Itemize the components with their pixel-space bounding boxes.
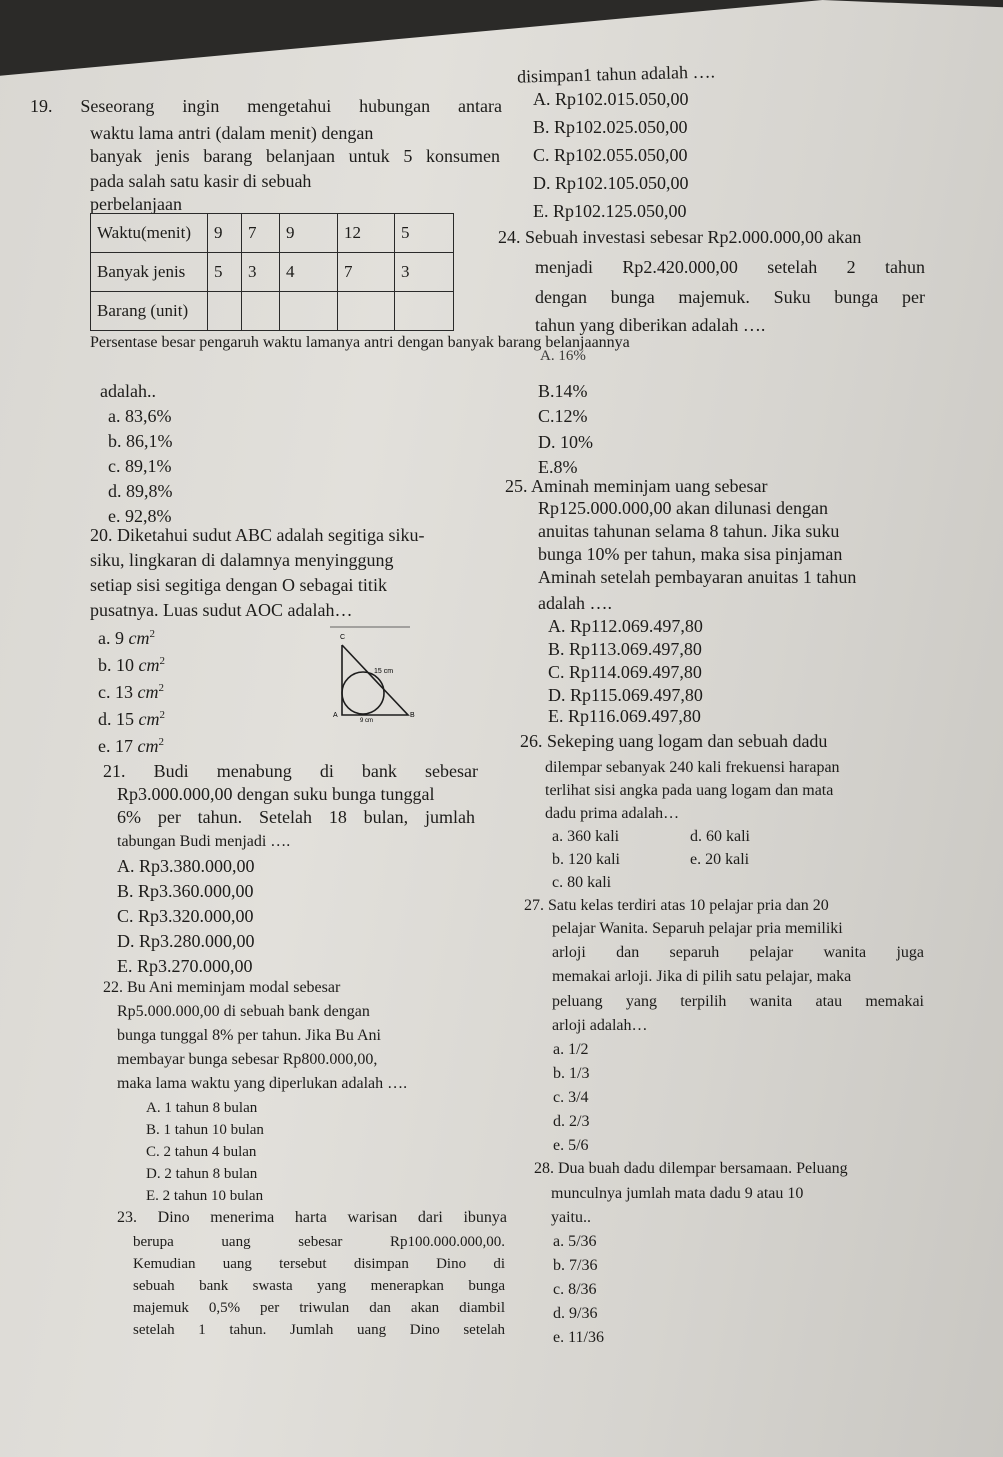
vertex-c-label: C — [340, 634, 346, 641]
table-cell: 12 — [338, 214, 395, 253]
q23-cont-line: disimpan1 tahun adalah …. — [516, 61, 716, 87]
triangle-shape — [342, 645, 408, 715]
q25-option-c: C. Rp114.069.497,80 — [548, 662, 702, 682]
q19-option-e: e. 92,8% — [108, 506, 172, 526]
q23-option-d: D. Rp102.105.050,00 — [533, 173, 689, 193]
q20-option-d — [98, 704, 165, 730]
q27-line5: peluang yang terpilih wanita atau memakai — [552, 993, 924, 1010]
q25-line5: Aminah setelah pembayaran anuitas 1 tahun — [538, 567, 857, 587]
q21-option-d: D. Rp3.280.000,00 — [117, 931, 255, 951]
q20-line1: 20. Diketahui sudut ABC adalah segitiga siku- — [90, 525, 425, 545]
superscript: 2 — [158, 736, 164, 748]
q23-option-b: B. Rp102.025.050,00 — [533, 117, 688, 137]
q19-stem-line2: waktu lama antri (dalam menit) dengan — [90, 123, 374, 143]
table-cell: 3 — [395, 253, 454, 292]
superscript: 2 — [149, 628, 155, 640]
q23-line6: setelah 1 tahun. Jumlah uang Dino setelah — [133, 1322, 505, 1338]
option-text: c. 13 — [98, 682, 133, 702]
q20-option-b — [98, 650, 165, 676]
q23-option-a: A. Rp102.015.050,00 — [533, 89, 689, 109]
q21-line2: Rp3.000.000,00 dengan suku bunga tunggal — [117, 784, 435, 804]
table-cell — [338, 292, 395, 331]
q22-line5: maka lama waktu yang diperlukan adalah …. — [117, 1075, 408, 1092]
q22-option-a: A. 1 tahun 8 bulan — [146, 1100, 258, 1116]
q26-option-a: a. 360 kali — [552, 828, 620, 845]
q28-option-e: e. 11/36 — [553, 1329, 604, 1346]
side-ac-label: 15 cm — [374, 668, 394, 675]
unit: cm — [137, 682, 159, 702]
option-text: b. 10 — [98, 655, 134, 675]
q24-option-e: E.8% — [538, 457, 578, 477]
q23-option-c: C. Rp102.055.050,00 — [533, 145, 688, 165]
q20-line2: siku, lingkaran di dalamnya menyinggung — [90, 550, 394, 570]
q20-option-a — [98, 623, 155, 649]
q26-line2: dilempar sebanyak 240 kali frekuensi harapan — [545, 759, 840, 776]
table-cell — [208, 292, 242, 331]
q24-option-d: D. 10% — [538, 432, 593, 452]
q26-option-e: e. 20 kali — [690, 851, 750, 868]
q21-line1: 21. Budi menabung di bank sebesar — [103, 761, 478, 781]
q26-line1: 26. Sekeping uang logam dan sebuah dadu — [520, 731, 828, 751]
q20-option-e — [98, 731, 164, 757]
q26-line4: dadu prima adalah… — [545, 805, 680, 822]
table-cell — [280, 292, 338, 331]
table-row — [91, 292, 454, 331]
q19-option-c: c. 89,1% — [108, 456, 172, 476]
q28-line3: yaitu.. — [551, 1209, 591, 1226]
q25-option-d: D. Rp115.069.497,80 — [548, 685, 703, 705]
q28-option-d: d. 9/36 — [553, 1305, 598, 1322]
q23-line5: majemuk 0,5% per triwulan dan akan diambil — [133, 1300, 505, 1316]
q21-option-e: E. Rp3.270.000,00 — [117, 956, 253, 976]
table-cell: 4 — [280, 253, 338, 292]
q21-line4: tabungan Budi menjadi …. — [117, 833, 291, 850]
q19-stem-line5: perbelanjaan — [90, 194, 182, 214]
q24-option-b: B.14% — [538, 381, 588, 401]
q28-line2: munculnya jumlah mata dadu 9 atau 10 — [551, 1185, 804, 1202]
table-cell — [395, 292, 454, 331]
q24-line2: menjadi Rp2.420.000,00 setelah 2 tahun — [535, 257, 925, 277]
q23-line2: berupa uang sebesar Rp100.000.000,00. — [133, 1234, 505, 1250]
table-cell: 9 — [280, 214, 338, 253]
q26-option-c: c. 80 kali — [552, 874, 612, 891]
q20-triangle-figure — [330, 625, 420, 725]
q25-line2: Rp125.000.000,00 akan dilunasi dengan — [538, 498, 828, 518]
q28-line1: 28. Dua buah dadu dilempar bersamaan. Peluang — [534, 1160, 848, 1177]
table-row-label: Waktu(menit) — [91, 214, 208, 253]
vertex-b-label: B — [410, 712, 415, 719]
option-text: e. 17 — [98, 736, 133, 756]
q25-option-a: A. Rp112.069.497,80 — [548, 616, 703, 636]
q27-line3: arloji dan separuh pelajar wanita juga — [552, 944, 924, 961]
q19-stem-line1: 19. Seseorang ingin mengetahui hubungan antara — [30, 96, 502, 116]
table-cell: 9 — [208, 214, 242, 253]
q19-option-b: b. 86,1% — [108, 431, 173, 451]
option-text: a. 9 — [98, 628, 124, 648]
q25-line1: 25. Aminah meminjam uang sebesar — [505, 476, 768, 496]
q23-line1: 23. Dino menerima harta warisan dari ibunya — [117, 1209, 507, 1226]
table-cell: 5 — [208, 253, 242, 292]
q21-option-a: A. Rp3.380.000,00 — [117, 856, 255, 876]
q26-line3: terlihat sisi angka pada uang logam dan mata — [545, 782, 834, 799]
table-row — [91, 214, 454, 253]
table-cell: 7 — [242, 214, 280, 253]
superscript: 2 — [158, 682, 164, 694]
q24-option-a: A. 16% — [540, 348, 586, 364]
superscript: 2 — [159, 709, 165, 721]
q27-line6: arloji adalah… — [552, 1017, 648, 1034]
table-row-label: Barang (unit) — [91, 292, 208, 331]
q28-option-c: c. 8/36 — [553, 1281, 597, 1298]
q27-option-a: a. 1/2 — [553, 1041, 589, 1058]
q19-data-table — [90, 213, 454, 331]
q26-option-b: b. 120 kali — [552, 851, 620, 868]
q24-line4: tahun yang diberikan adalah …. — [535, 315, 766, 335]
table-cell: 5 — [395, 214, 454, 253]
q19-adalah: adalah.. — [100, 381, 156, 401]
table-row — [91, 253, 454, 292]
q22-line2: Rp5.000.000,00 di sebuah bank dengan — [117, 1003, 370, 1020]
q19-question: Persentase besar pengaruh waktu lamanya antri dengan banyak barang belanjaannya — [90, 334, 630, 351]
q20-line3: setiap sisi segitiga dengan O sebagai titik — [90, 575, 387, 595]
q20-line4: pusatnya. Luas sudut AOC adalah… — [90, 600, 353, 620]
q25-line6: adalah …. — [538, 593, 612, 613]
q27-line2: pelajar Wanita. Separuh pelajar pria memiliki — [552, 920, 843, 937]
q22-option-c: C. 2 tahun 4 bulan — [146, 1144, 257, 1160]
q22-line3: bunga tunggal 8% per tahun. Jika Bu Ani — [117, 1027, 381, 1044]
q22-option-e: E. 2 tahun 10 bulan — [146, 1188, 264, 1204]
q24-option-c: C.12% — [538, 406, 588, 426]
q27-option-c: c. 3/4 — [553, 1089, 589, 1106]
q25-option-b: B. Rp113.069.497,80 — [548, 639, 702, 659]
option-text: d. 15 — [98, 709, 134, 729]
table-cell — [242, 292, 280, 331]
q24-line3: dengan bunga majemuk. Suku bunga per — [535, 287, 925, 307]
q25-line4: bunga 10% per tahun, maka sisa pinjaman — [538, 544, 843, 564]
q23-line3: Kemudian uang tersebut disimpan Dino di — [133, 1256, 505, 1272]
q19-option-a: a. 83,6% — [108, 406, 172, 426]
unit: cm — [138, 655, 160, 675]
q19-stem-line3: banyak jenis barang belanjaan untuk 5 konsumen — [90, 146, 500, 166]
incircle-shape — [342, 672, 384, 714]
q21-line3: 6% per tahun. Setelah 18 bulan, jumlah — [117, 807, 475, 827]
q19-option-d: d. 89,8% — [108, 481, 173, 501]
table-cell: 7 — [338, 253, 395, 292]
q24-line1: 24. Sebuah investasi sebesar Rp2.000.000,00 akan — [498, 227, 862, 247]
unit: cm — [128, 628, 150, 648]
vertex-a-label: A — [333, 712, 338, 719]
q27-option-d: d. 2/3 — [553, 1113, 590, 1130]
q19-stem-line4: pada salah satu kasir di sebuah — [90, 171, 312, 191]
table-cell: 3 — [242, 253, 280, 292]
q28-option-a: a. 5/36 — [553, 1233, 597, 1250]
unit: cm — [137, 736, 159, 756]
table-row-label: Banyak jenis — [91, 253, 208, 292]
q26-option-d: d. 60 kali — [690, 828, 750, 845]
q27-option-e: e. 5/6 — [553, 1137, 589, 1154]
q27-line1: 27. Satu kelas terdiri atas 10 pelajar pria dan 20 — [524, 897, 829, 914]
q22-line4: membayar bunga sebesar Rp800.000,00, — [117, 1051, 378, 1068]
q25-option-e: E. Rp116.069.497,80 — [548, 706, 701, 726]
q22-line1: 22. Bu Ani meminjam modal sebesar — [103, 979, 341, 996]
q21-option-c: C. Rp3.320.000,00 — [117, 906, 254, 926]
q27-line4: memakai arloji. Jika di pilih satu pelajar, maka — [552, 968, 852, 985]
q23-option-e: E. Rp102.125.050,00 — [533, 201, 687, 221]
q28-option-b: b. 7/36 — [553, 1257, 598, 1274]
q22-option-d: D. 2 tahun 8 bulan — [146, 1166, 258, 1182]
q27-option-b: b. 1/3 — [553, 1065, 590, 1082]
q23-line4: sebuah bank swasta yang menerapkan bunga — [133, 1278, 505, 1294]
q22-option-b: B. 1 tahun 10 bulan — [146, 1122, 264, 1138]
side-ab-label: 9 cm — [360, 718, 374, 724]
q25-line3: anuitas tahunan selama 8 tahun. Jika suku — [538, 521, 840, 541]
unit: cm — [138, 709, 160, 729]
superscript: 2 — [159, 655, 165, 667]
q21-option-b: B. Rp3.360.000,00 — [117, 881, 254, 901]
q20-option-c — [98, 677, 164, 703]
